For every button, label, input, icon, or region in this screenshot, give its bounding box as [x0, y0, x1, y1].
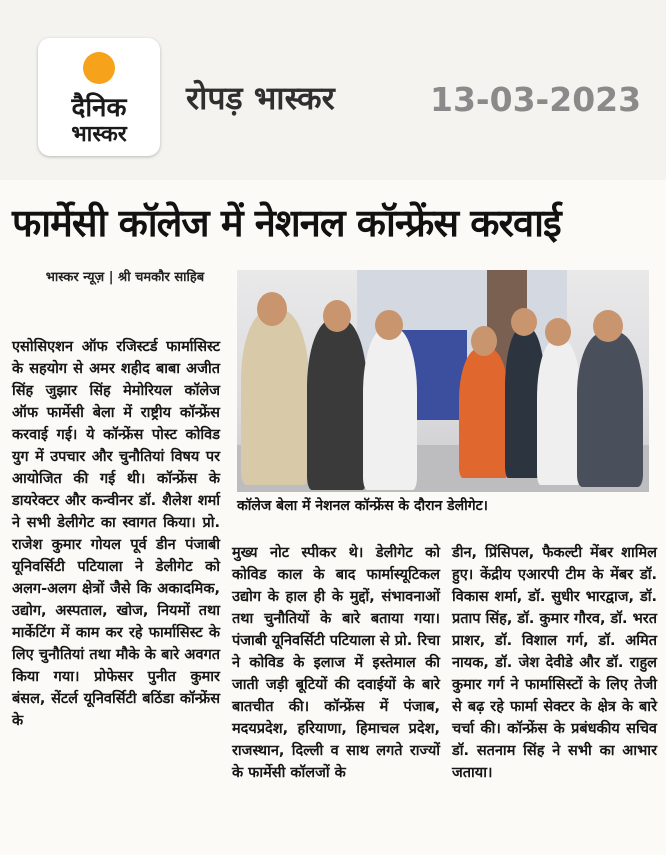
- dainik-bhaskar-logo: [38, 38, 160, 156]
- event-photo: [237, 270, 649, 492]
- logo-text-line2: भास्कर: [71, 122, 127, 147]
- article-column-1: [12, 336, 220, 732]
- person-figure: [307, 320, 367, 490]
- person-head: [323, 300, 351, 332]
- article-column-2: [232, 542, 440, 784]
- person-figure: [459, 348, 509, 478]
- photo-caption: कॉलेज बेला में नेशनल कॉन्फ्रेंस के दौरान डेलीगेट।: [237, 498, 488, 514]
- person-figure: [577, 332, 643, 487]
- publication-date: 13-03-2023: [430, 80, 642, 119]
- sun-icon: [83, 52, 115, 84]
- newspaper-clipping: [0, 180, 666, 855]
- page-header: [0, 0, 666, 180]
- person-head: [593, 310, 623, 342]
- person-figure: [537, 340, 581, 485]
- article-paragraph: मुख्य नोट स्पीकर थे। डेलीगेट को कोविड काल के बाद फार्मास्यूटिकल उद्योग के हाल ही के मुद्दों, संभावनाओं तथा चुनौतियों के बारे बताया गया। पंजाबी यूनिवर्सिटी पटियाला से प्रो. रिचा ने कोविड के इलाज में इस्तेमाल की जाती जड़ी बूटियों की दवाईयों के बारे बातचीत की। कॉन्फ्रेंस में पंजाब, मदयप्रदेश, हरियाणा, हिमाचल प्रदेश, राजस्थान, दिल्ली व साथ लगते राज्यों के फार्मेसी कॉलजों के: [232, 545, 440, 781]
- person-head: [471, 326, 497, 356]
- person-head: [511, 308, 537, 336]
- person-head: [545, 318, 571, 346]
- article-paragraph: एसोसिएशन ऑफ रजिस्टर्ड फार्मासिस्ट के सहयोग से अमर शहीद बाबा अजीत सिंह जुझार सिंह मेमोरियल कॉलेज ऑफ फार्मेसी बेला में राष्ट्रीय कॉन्फ्रेंस करवाई गई। ये कॉन्फ्रेंस पोस्ट कोविड युग में उपचार और चुनौतियां विषय पर आयोजित की गई थी। कॉन्फ्रेंस के डायरेक्टर और कन्वीनर डॉ. शैलेश शर्मा ने सभी डेलीगेट का स्वागत किया। प्रो. राजेश कुमार गोयल पूर्व डीन पंजाबी यूनिवर्सिटी पटियाला ने डेलीगेट को अलग-अलग क्षेत्रों जैसे कि अकादमिक, उद्योग, अस्पताल, खोज, नियमों तथा मार्केटिंग में काम कर रहे फार्मासिस्ट के लिए चुनौतियां तथा मौके के बारे अवगत किया गया। प्रोफेसर पुनीत कुमार बंसल, सेंटर्ल यूनिवर्सिटी बठिंडा कॉन्फ्रेंस के: [12, 339, 220, 729]
- edition-title: रोपड़ भास्कर: [186, 79, 335, 117]
- person-head: [257, 292, 287, 326]
- article-paragraph: डीन, प्रिंसिपल, फैकल्टी मेंबर शामिल हुए। केंद्रीय एआरपी टीम के मेंबर डॉ. विकास शर्मा, डॉ. सुधीर भारद्वाज, डॉ. प्रताप सिंह, डॉ. कुमार गौरव, डॉ. भरत प्राशर, डॉ. विशाल गर्ग, डॉ. अमित नायक, डॉ. जेश देवीडे और डॉ. राहुल कुमार गर्ग ने फार्मासिस्टों के लिए तेजी से बढ़ रहे फार्मा सेक्टर के क्षेत्र के बारे चर्चा की। कॉन्फ्रेंस के प्रबंधकीय सचिव डॉ. सतनाम सिंह ने सभी का आभार जताया।: [452, 545, 657, 781]
- person-figure: [241, 310, 309, 485]
- article-headline: फार्मेसी कॉलेज में नेशनल कॉन्फ्रेंस करवाई: [12, 201, 561, 245]
- person-head: [375, 310, 403, 340]
- article-byline: भास्कर न्यूज़ | श्री चमकौर साहिब: [45, 270, 205, 285]
- person-figure: [363, 328, 417, 490]
- article-column-3: [452, 542, 657, 784]
- logo-text-line1: दैनिक: [71, 93, 127, 123]
